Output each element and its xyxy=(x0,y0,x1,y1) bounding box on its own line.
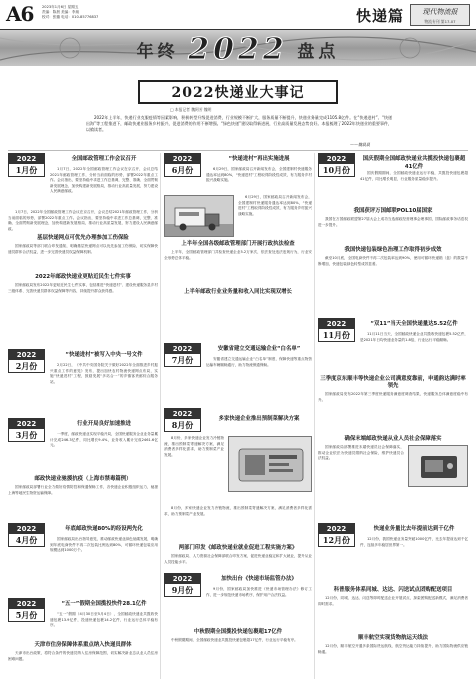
column-divider xyxy=(314,153,315,679)
item-body: 11月11日当天，全国邮政快递企业共揽收快递包裹5.52亿件，是2021年日均快递业务量的1.8倍，行业运行平稳顺畅。 xyxy=(360,332,468,342)
item-title: 基层快递网点可优先办理参加工伤保险 xyxy=(37,235,129,241)
date-badge xyxy=(318,523,355,547)
month-block-jul xyxy=(164,343,312,393)
badge-month: 8月份 xyxy=(171,420,194,430)
column-divider xyxy=(160,153,161,679)
date-badge xyxy=(164,343,201,367)
item-title: 确保末端邮政快递从业人员社会保障落实 xyxy=(344,436,442,442)
prepared-food-photo xyxy=(228,436,312,492)
badge-year: 2022 xyxy=(9,524,44,534)
item-body: 12月份，顺丰航空开通多条国际货运航线，航空货运能力持续提升，助力国际物流供应链畅通。 xyxy=(318,644,468,654)
item-body: 1月7日，2022年全国邮政管理工作会议在京召开，会议总结2021年邮政管理工作，分析当前面临的形势，部署2022年重点工作。会议指出，要坚持稳中求进工作总基调，完整、准确、全面贯彻新发展理念，加快构建新发展格局，推动行业高质量发展，努力建设人民满意邮政。 xyxy=(50,167,158,194)
date-badge xyxy=(8,418,45,442)
month-block-apr xyxy=(8,523,158,593)
item-title: “双11”当天全国快递量达5.52亿件 xyxy=(370,321,458,327)
item-title: “快递进村”再出实施进展 xyxy=(228,156,290,162)
badge-year: 2022 xyxy=(9,599,44,609)
item-title: 三季度京东顺丰等快递企业公司满意度靠前，申通韵达满时率领先 xyxy=(320,376,466,389)
badge-year: 2022 xyxy=(319,524,354,534)
badge-month: 4月份 xyxy=(15,535,38,545)
item-body: 12月份，我国快递业务量突破1000亿件，比去年提前达到千亿件，连续多年稳居世界第一。 xyxy=(360,537,468,547)
item-body: 9月份，国家邮政局加快推进《快递市场管理办法》修订工作，进一步规范快递市场秩序，保护用户合法权益。 xyxy=(206,587,312,597)
date-badge xyxy=(164,153,201,177)
headline: 2022快递业大事记 xyxy=(171,85,305,101)
badge-year: 2022 xyxy=(319,154,354,164)
item-body: “五一”假期（4月30日至5月4日），全国邮政快递业共揽收快递包裹13.9亿件，投递快递包裹14.2亿件，行业运行总体平稳有序。 xyxy=(50,612,158,628)
item-title: 2022年邮政快递业更贴近民生七件实事 xyxy=(35,274,131,280)
item-title: 全国邮政管理工作会议召开 xyxy=(71,156,137,162)
item-title: 天津市住房保障体系重点纳入快递员群体 xyxy=(34,642,132,648)
masthead xyxy=(0,0,476,30)
month-block-jan xyxy=(8,153,158,313)
item-title: “五一”假期全国揽投快件28.1亿件 xyxy=(61,601,147,607)
paper-logo-sub: 物流专刊 第17-07 xyxy=(424,19,456,24)
right-column xyxy=(318,153,468,679)
banner-left-text: 年终 xyxy=(136,42,179,62)
badge-year: 2022 xyxy=(9,350,44,360)
item-title: 科普服务体系同城、达达、闪送试点团购配送项目 xyxy=(333,587,453,593)
item-body: 2月22日，《中共中央国务院关于做好2022年全面推进乡村振兴重点工作的意见》发布，提出加快农村物流快递网点布局，实施“快递进村”工程，鼓励发展“多站合一”的乡镇客货邮综合服务站。 xyxy=(50,363,158,384)
date-badge xyxy=(8,349,45,373)
delivery-truck-photo xyxy=(164,195,234,237)
item-body: 国家邮政局部署行业全力做好疫情防控和保通保畅工作，各快递企业积极组织运力，驰援上海等地民生物资运输保障。 xyxy=(8,485,158,495)
left-column xyxy=(8,153,158,679)
date-badge xyxy=(8,598,45,622)
badge-month: 2月份 xyxy=(15,361,38,371)
month-block-oct xyxy=(318,153,468,313)
masthead-meta-line: 责编：陈晨 美编：李朋 xyxy=(42,10,80,14)
date-badge xyxy=(164,573,201,597)
item-body: 12月份，同城、达达、闪送等即时配送企业开展试点，探索团购配送新模式，满足消费者即时需求。 xyxy=(318,596,468,606)
badge-year: 2022 xyxy=(9,154,44,164)
item-body: 国家邮政局等部门联合印发通知，明确基层快递网点可以优先参加工伤保险，切实保障快递员群体合法权益，进一步完善快递员权益保障机制。 xyxy=(8,244,158,254)
delivery-truck-icon xyxy=(165,196,234,237)
badge-year: 2022 xyxy=(165,154,200,164)
date-badge xyxy=(164,408,201,432)
month-block-jun xyxy=(164,153,312,303)
item-title: 快递业务量比去年提前达到千亿件 xyxy=(373,526,455,532)
badge-year: 2022 xyxy=(9,419,44,429)
item-body: 6月29日，国家邮政局召开新闻发布会，全国建制村快递服务通达率达到80%，“快递进村”工程取得阶段性成效，有力服务乡村振兴战略实施。 xyxy=(238,195,312,216)
item-body: 6月29日，国家邮政局召开新闻发布会，全国建制村快递服务通达率达到80%，“快递进村”工程取得阶段性成效，有力服务乡村振兴战略实施。 xyxy=(206,167,312,183)
item-title: 顺丰航空实现货物航运天线法 xyxy=(357,635,429,641)
date-badge xyxy=(318,153,355,177)
item-body: 国家邮政局发布2022年更贴近民生七件实事，包括推进“快递进村”、建设快递服务县乡村三级体系、完善快递员群体权益保障等内容，持续提升群众获得感。 xyxy=(8,283,158,293)
badge-month: 7月份 xyxy=(171,355,194,365)
item-title: “快递进村”被写入中央一号文件 xyxy=(65,352,143,358)
badge-month: 6月份 xyxy=(171,165,194,175)
masthead-meta-line: 校对：张璐 电话：010-85776837 xyxy=(42,15,99,19)
badge-year: 2022 xyxy=(165,574,200,584)
divider xyxy=(8,150,468,151)
month-block-sep xyxy=(164,573,312,679)
item-title: 上半年全国各级邮政管理部门开展行政执法检查 xyxy=(181,241,295,247)
page-number: A6 xyxy=(6,2,34,26)
item-title: 我国获评万国邮联POL10届国家 xyxy=(353,208,433,214)
date-badge xyxy=(8,523,45,547)
item-title: 年底邮政快递80%的经设两先化 xyxy=(65,526,143,532)
paper-logo-name: 现代物流报 xyxy=(422,8,458,16)
delivery-device-icon xyxy=(409,446,468,487)
lead-paragraph: 2022年上半年，快递行业克服疫情等因素影响，积极转型升级促进消费，行业规模不断扩大，服务质量不断提升，快递业务量完成1105.8亿件。在“快递进村”、“快递出海”等工程推进下，邮政快递业服务乡村振兴、促进消费的作用不断增强。“绿色快递”建设取得新进展，行业高质量发展态势良好。本报梳理了2022年快递业的重要事件，以飨读者。 xyxy=(86,115,392,133)
banner-year: 2022 xyxy=(188,32,288,66)
food-package-icon xyxy=(229,437,312,492)
item-body: 天津市出台政策，将符合条件的快递员纳入住房保障范围，切实解决新业态从业人员住房困难问题。 xyxy=(8,651,158,661)
masthead-meta xyxy=(42,5,122,20)
item-title: 多家快递企业推出预制菜解决方案 xyxy=(218,416,300,422)
section-name: 快递篇 xyxy=(356,7,405,25)
month-block-mar xyxy=(8,418,158,518)
year-end-banner xyxy=(0,30,476,66)
item-body: 一季度，邮政快递业实现平稳开局，全国快递服务企业业务量累计完成246.3亿件，同比增长9.4%，业务收入累计完成2461.6亿元。 xyxy=(50,432,158,448)
item-body: 上半年，全国邮政管理部门共检查快递企业5.2万家次，依法查处违法违规行为，行业安全形势总体平稳。 xyxy=(164,250,312,260)
badge-month: 11月份 xyxy=(322,330,351,340)
middle-column xyxy=(164,153,312,679)
item-title: 我国快递包装绿色治理工作取得初步成效 xyxy=(344,247,442,253)
item-body: 8月份，多家快递企业发力冷链物流，推出预制菜寄递解决方案，满足消费者多样化需求，助力预制菜产业发展。 xyxy=(164,436,224,457)
badge-month: 10月份 xyxy=(322,165,351,175)
badge-month: 9月份 xyxy=(171,585,194,595)
item-title: 上半年邮政行业业务量和收入同比实现双增长 xyxy=(184,289,292,295)
item-title: 国庆假期全国邮政快递业共揽投快递包裹超41亿件 xyxy=(362,156,466,170)
item-body: 截至10月底，全国电商快件不再二次包装率达到90%，使用可循环快递箱（盒）的数量不断增加，快递包装绿色转型成效显著。 xyxy=(318,256,468,266)
item-body: 国庆假期期间，全国邮政快递业运行平稳，共揽投快递包裹超41亿件，同比增长明显，行业服务质量稳步提升。 xyxy=(360,171,468,181)
device-photo xyxy=(408,445,468,487)
month-block-may xyxy=(8,598,158,678)
month-block-nov xyxy=(318,318,468,503)
lead-author: ——魏晨晨 xyxy=(350,142,370,147)
item-title: 中秋假期全国揽投快递包裹超17亿件 xyxy=(193,629,283,635)
item-title: 安徽省建立交通运输企业“白名单” xyxy=(217,346,301,352)
month-block-aug xyxy=(164,408,312,573)
item-body: 中秋假期期间，全国邮政快递业共揽投快递包裹超17亿件，行业运行平稳有序。 xyxy=(171,638,298,642)
date-badge xyxy=(8,153,45,177)
date-badge xyxy=(318,318,355,342)
item-body: 8月份，多家快递企业发力冷链物流，推出预制菜寄递解决方案，满足消费者多样化需求，助力预制菜产业发展。 xyxy=(164,506,312,516)
headline-box xyxy=(138,80,338,104)
banner-title xyxy=(0,32,476,66)
badge-year: 2022 xyxy=(165,344,200,354)
banner-right-text: 盘点 xyxy=(297,42,340,62)
item-body: 国家邮政局、人力资源社会保障部联合印发方案，促进快递业稳定和扩大就业，提升从业人员技能水平。 xyxy=(164,554,312,564)
item-body: 1月7日，2022年全国邮政管理工作会议在京召开，会议总结2021年邮政管理工作，分析当前面临的形势，部署2022年重点工作。会议指出，要坚持稳中求进工作总基调，完整、准确、全面贯彻新发展理念，加快构建新发展格局，推动行业高质量发展，努力建设人民满意邮政。 xyxy=(8,210,158,231)
item-body: 安徽省建立交通运输企业“白名单”制度，保障快递等重点物资运输车辆顺畅通行，助力物流保通保畅。 xyxy=(206,357,312,367)
badge-month: 5月份 xyxy=(15,610,38,620)
badge-year: 2022 xyxy=(319,319,354,329)
month-block-feb xyxy=(8,349,158,411)
badge-month: 1月份 xyxy=(15,165,38,175)
item-body: 我国在万国邮政联盟第27届大会上成功当选邮政经营理事会理事国，国际邮政事务话语权进一步提升。 xyxy=(318,217,468,227)
month-block-dec xyxy=(318,523,468,679)
item-title: 加快出台《快递市场监管办法》 xyxy=(221,576,297,582)
badge-month: 3月份 xyxy=(15,430,38,440)
badge-month: 12月份 xyxy=(322,535,351,545)
item-body: 国家邮政局发布2022年第三季度快递服务满意度调查结果，快递服务总体满意度稳中有升。 xyxy=(318,392,468,402)
item-title: 两部门印发《邮政快递业就业促进工程实施方案》 xyxy=(178,545,298,551)
item-title: 邮政快递业驰援抗疫（上海市禁毒篇例） xyxy=(34,476,132,482)
item-title: 行业开局良好加速推进 xyxy=(77,421,131,427)
paper-logo xyxy=(410,4,470,26)
item-body: 国家邮政局出台指导意见，推动邮政快递业绿色低碳发展，明确到年底电商快件不再二次包装比例达到80%，可循环快递包装应用规模达到1000万个。 xyxy=(50,537,158,553)
badge-year: 2022 xyxy=(165,409,200,419)
masthead-meta-line: 2023年1月6日 星期五 xyxy=(42,5,79,9)
item-body: 国家邮政局部署推进末端快递员社会保障落实，推动企业依法为快递员缴纳社会保险，维护快递员合法权益。 xyxy=(318,445,404,461)
byline: □ 本报记者 魏阿芳 魏明 xyxy=(170,107,212,112)
